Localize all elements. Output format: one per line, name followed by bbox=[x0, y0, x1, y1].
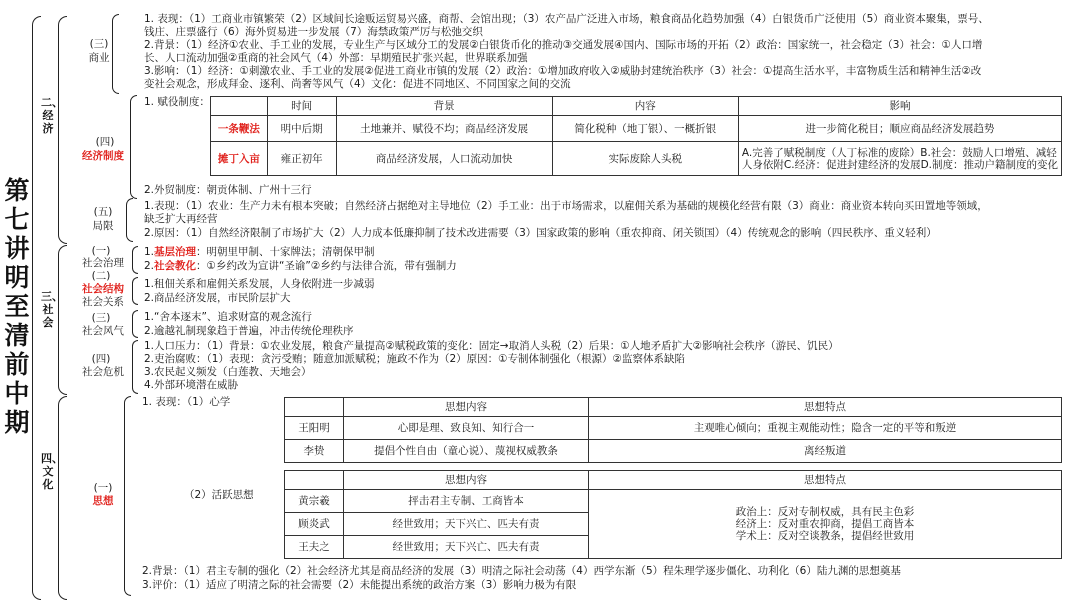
active-header-feature: 思想特点 bbox=[589, 471, 1062, 490]
heart-header-feature: 思想特点 bbox=[589, 398, 1062, 417]
tax-row-time: 雍正初年 bbox=[267, 142, 336, 176]
page-title: 第七讲 明至清前中期 bbox=[4, 176, 30, 437]
active-feature-line-2: 经济上：反对重农抑商，提倡工商皆本 bbox=[735, 518, 915, 530]
limits-line-2: 缺乏扩大再经营 bbox=[144, 213, 218, 225]
crisis-num: (四) bbox=[91, 353, 111, 365]
commerce-line-3: 2.背景：（1）经济①农业、手工业的发展，专业生产与区域分工的发展②白银货币化的推动③交通发展④国内、国际市场的开拓（2）政治：国家统一，社会稳定（3）社会：①人口增 bbox=[144, 39, 983, 51]
culture-num: (一) bbox=[93, 482, 113, 494]
rel-label-red: 社会结构 bbox=[82, 283, 124, 295]
society-brace bbox=[58, 245, 67, 395]
active-row-content: 抨击君主专制、工商皆本 bbox=[344, 490, 589, 513]
active-row-name: 王夫之 bbox=[285, 536, 344, 559]
mood-line-2: 2.逾越礼制现象趋于普遍，冲击传统伦理秩序 bbox=[144, 325, 354, 337]
crisis-line-2: 2.吏治腐败：（1）表现：贪污受贿；随意加派赋税；施政不作为（2）原因：①专制体制强化（根源）②监察体系缺陷 bbox=[144, 353, 685, 365]
active-table-corner bbox=[285, 471, 344, 490]
rel-label: 社会关系 bbox=[82, 296, 124, 308]
tax-title: 1. 赋役制度： bbox=[144, 96, 210, 108]
culture-sub-brace bbox=[124, 396, 131, 596]
limits-label: 局限 bbox=[92, 220, 114, 232]
table-row bbox=[211, 142, 1062, 176]
commerce-label: 商业 bbox=[88, 52, 110, 64]
culture-background: 2.背景：（1）君主专制的强化（2）社会经济尤其是商品经济的发展（3）明清之际社会动荡（4）西学东渐（5）程朱理学逐步僵化、功利化（6）陆九渊的思想奠基 bbox=[142, 565, 901, 577]
limits-brace bbox=[126, 198, 133, 242]
heart-school-table bbox=[284, 397, 1062, 463]
rel-line-2: 2.商品经济发展，市民阶层扩大 bbox=[144, 292, 291, 304]
section-culture: 四、文化 bbox=[41, 452, 63, 491]
tax-row-impact: 进一步简化税目；顺应商品经济发展趋势 bbox=[738, 116, 1061, 142]
rel-line-1: 1.租佃关系和雇佣关系发展，人身依附进一步减弱 bbox=[144, 278, 375, 290]
econ-system-brace bbox=[130, 95, 137, 199]
tax-table-corner bbox=[211, 97, 268, 116]
limits-line-3: 2.原因：（1）自然经济限制了市场扩大（2）人力成本低廉抑制了技术改进需要（3）国家政策的影响（重农抑商、闭关锁国）（4）传统观念的影响（四民秩序、重义轻利） bbox=[144, 227, 937, 239]
table-row bbox=[285, 490, 1062, 513]
table-row bbox=[285, 417, 1062, 440]
rel-brace bbox=[132, 277, 138, 305]
gov-l1-prefix: 1. bbox=[144, 246, 155, 258]
crisis-brace bbox=[132, 340, 138, 394]
active-header-content: 思想内容 bbox=[344, 471, 589, 490]
limits-label-num: (五) bbox=[93, 206, 113, 218]
trade-system: 2.外贸制度：朝贡体制、广州十三行 bbox=[144, 184, 312, 196]
heart-table-corner bbox=[285, 398, 344, 417]
heart-row-content: 提倡个性自由（童心说）、蔑视权威教条 bbox=[344, 440, 589, 463]
limits-line-1: 1.表现：（1）农业：生产力未有根本突破；自然经济占据绝对主导地位（2）手工业：出于市场需求，以雇佣关系为基础的规模化经营有限（3）商业：商业资本转向买田置地等领域， bbox=[144, 200, 988, 212]
commerce-line-6: 变社会观念，形成拜金、逐利、尚奢等风气（4）文化：促进不同地区、不同国家之间的交流 bbox=[144, 78, 571, 90]
tax-table bbox=[210, 96, 1062, 176]
culture-evaluation: 3.评价：（1）适应了明清之际的社会需要（2）未能提出系统的政治方案（3）影响力极为有限 bbox=[142, 579, 577, 591]
gov-brace bbox=[132, 246, 138, 274]
tax-row-background: 商品经济发展，人口流动加快 bbox=[336, 142, 552, 176]
tax-impact-line-2: 人身依附C.经济：促进封建经济的发展D.制度：推动户籍制度的变化 bbox=[741, 158, 1058, 171]
gov-l2-prefix: 2. bbox=[144, 260, 155, 272]
rel-num: (二) bbox=[91, 270, 111, 282]
tax-row-name: 一条鞭法 bbox=[211, 116, 268, 142]
gov-label: 社会治理 bbox=[82, 257, 124, 269]
culture-label: 思想 bbox=[92, 495, 114, 507]
table-row bbox=[211, 116, 1062, 142]
tax-row-impact bbox=[738, 142, 1061, 176]
active-row-name: 顾炎武 bbox=[285, 513, 344, 536]
gov-line-2 bbox=[144, 260, 457, 273]
heart-row-feature: 主观唯心倾向；重视主观能动性；隐含一定的平等和叛逆 bbox=[589, 417, 1062, 440]
economy-brace bbox=[58, 16, 67, 244]
active-row-content: 经世致用；天下兴亡、匹夫有责 bbox=[344, 513, 589, 536]
crisis-label: 社会危机 bbox=[82, 366, 124, 378]
heart-row-feature: 离经叛道 bbox=[589, 440, 1062, 463]
main-brace bbox=[32, 16, 41, 600]
tax-row-time: 明中后期 bbox=[267, 116, 336, 142]
active-feature-cell bbox=[589, 490, 1062, 559]
table-row bbox=[285, 440, 1062, 463]
culture-brace bbox=[58, 396, 67, 600]
mood-line-1: 1.“舍本逐末”、追求财富的观念流行 bbox=[144, 311, 312, 323]
active-feature-line-3: 学术上：反对空谈教条，提倡经世致用 bbox=[735, 530, 915, 542]
gov-l2-red: 社会教化 bbox=[154, 260, 197, 272]
commerce-line-1: 1. 表现：（1）工商业市镇繁荣（2）区域间长途贩运贸易兴盛，商帮、会馆出现；（3）农产品广泛进入市场，粮食商品化趋势加强（4）白银货币广泛使用（5）商业资本聚集，票号、 bbox=[144, 13, 989, 25]
tax-header-time: 时间 bbox=[267, 97, 336, 116]
tax-header-impact: 影响 bbox=[738, 97, 1061, 116]
tax-header-content: 内容 bbox=[552, 97, 738, 116]
gov-l1-red: 基层治理 bbox=[154, 246, 197, 258]
gov-num: (一) bbox=[91, 245, 111, 257]
econ-system-label-num: (四) bbox=[95, 136, 115, 148]
section-society: 三、社会 bbox=[41, 290, 63, 329]
commerce-line-4: 长、人口流动加强②重商的社会风气（4）外部：早期殖民扩张兴起，世界联系加强 bbox=[144, 52, 528, 64]
tax-row-content: 实际废除人头税 bbox=[552, 142, 738, 176]
heart-row-content: 心即是理、致良知、知行合一 bbox=[344, 417, 589, 440]
commerce-line-5: 3.影响：（1）经济：①刺激农业、手工业的发展②促进工商业市镇的发展（2）政治：①增加政府收入②威胁封建统治秩序（3）社会：①提高生活水平，丰富物质生活和精神生活②改 bbox=[144, 65, 982, 77]
active-row-content: 经世致用；天下兴亡、匹夫有责 bbox=[344, 536, 589, 559]
heart-header-content: 思想内容 bbox=[344, 398, 589, 417]
gov-l2-text: ：①乡约改为宣讲“圣谕”②乡约与法律合流，带有强制力 bbox=[196, 260, 457, 272]
heart-row-name: 王阳明 bbox=[285, 417, 344, 440]
tax-impact-line-1: A.完善了赋税制度（人丁标准的废除）B.社会：鼓励人口增殖、减轻 bbox=[741, 146, 1057, 159]
tax-header-background: 背景 bbox=[336, 97, 552, 116]
gov-line-1 bbox=[144, 246, 375, 259]
commerce-label-num: (三) bbox=[89, 38, 109, 50]
section-economy: 二、经济 bbox=[41, 96, 63, 135]
econ-system-label: 经济制度 bbox=[82, 150, 124, 162]
active-thought-table bbox=[284, 470, 1062, 559]
gov-l1-text: ：明朝里甲制、十家牌法；清朝保甲制 bbox=[196, 246, 375, 258]
crisis-line-4: 4.外部环境潜在威胁 bbox=[144, 379, 239, 391]
tax-row-name: 摊丁入亩 bbox=[211, 142, 268, 176]
commerce-line-2: 钱庄、庄票盛行（6）海外贸易进一步发展（7）海禁政策严厉与松弛交织 bbox=[144, 26, 483, 38]
heart-row-name: 李贽 bbox=[285, 440, 344, 463]
heart-school-title: 1. 表现：（1）心学 bbox=[142, 396, 231, 408]
mood-brace bbox=[132, 310, 138, 338]
mood-num: (三) bbox=[91, 312, 111, 324]
mood-label: 社会风气 bbox=[82, 325, 124, 337]
crisis-line-1: 1.人口压力：（1）背景：①农业发展，粮食产量提高②赋税政策的变化：固定→取消人头税（2）后果：①人地矛盾扩大②影响社会秩序（游民、饥民） bbox=[144, 340, 839, 352]
active-row-name: 黄宗羲 bbox=[285, 490, 344, 513]
crisis-line-3: 3.农民起义频发（白莲教、天地会） bbox=[144, 366, 312, 378]
tax-row-background: 土地兼并、赋役不均；商品经济发展 bbox=[336, 116, 552, 142]
tax-row-content: 简化税种（地丁银）、一概折银 bbox=[552, 116, 738, 142]
active-thought-label: （2）活跃思想 bbox=[184, 489, 254, 501]
active-feature-line-1: 政治上：反对专制权威，具有民主色彩 bbox=[735, 506, 915, 518]
